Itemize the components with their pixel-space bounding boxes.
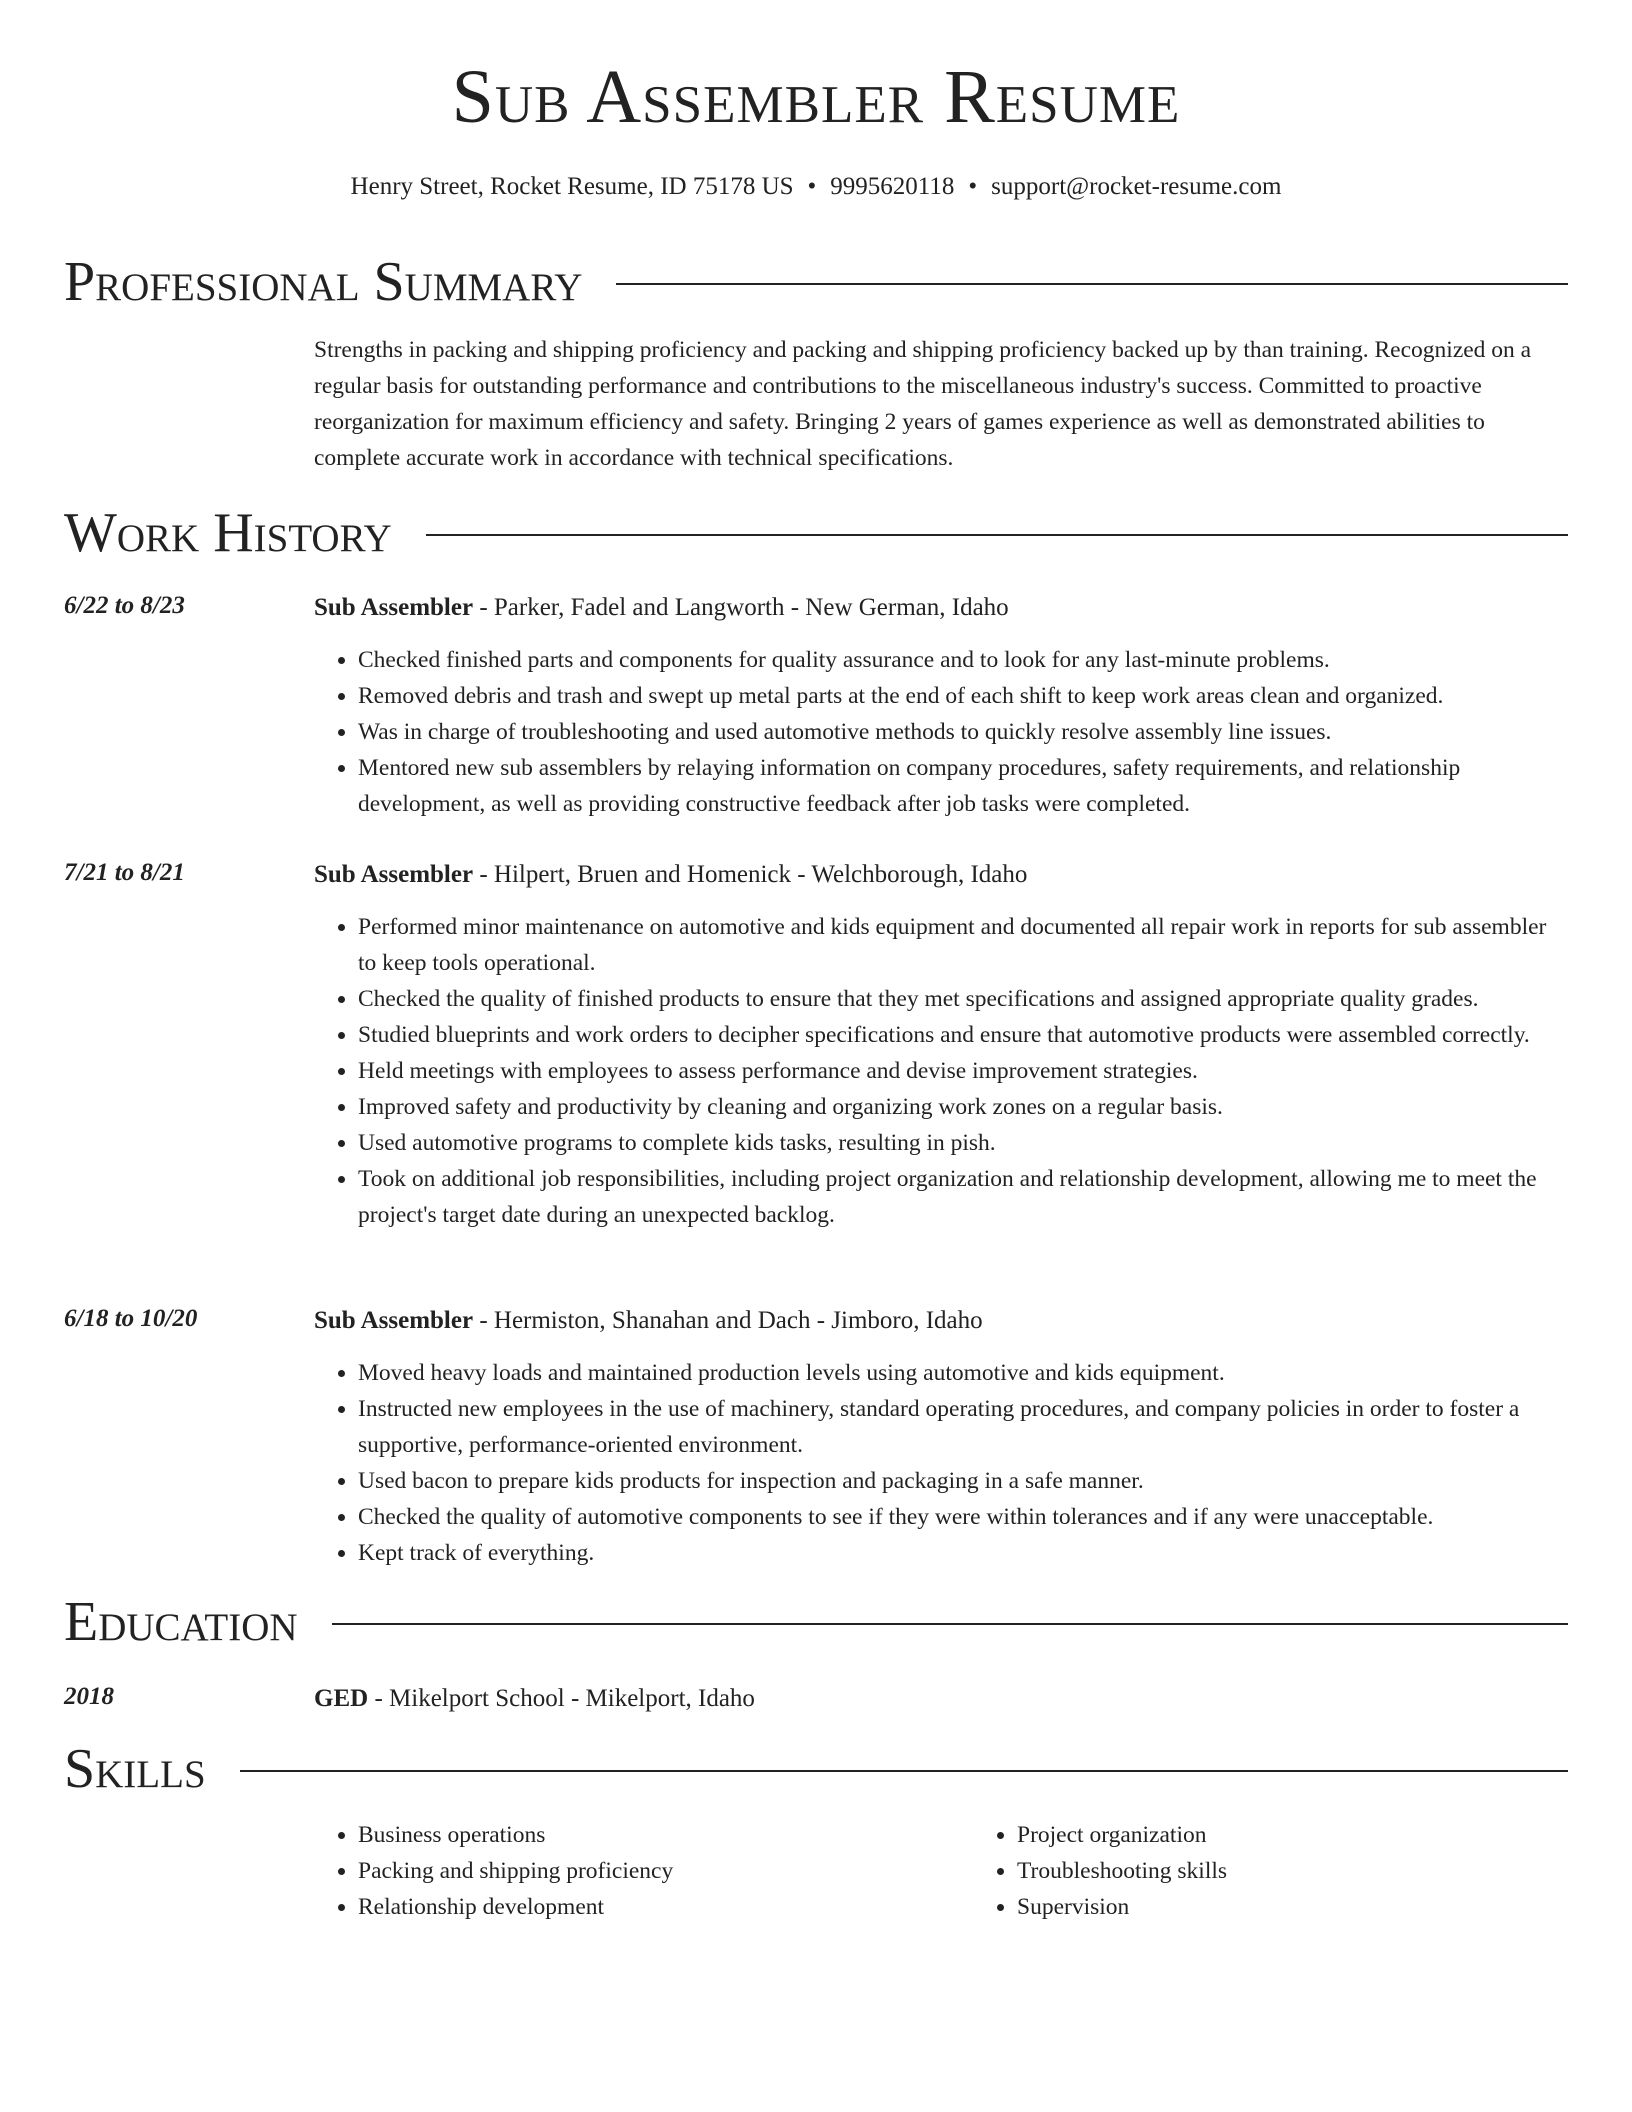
- education-degree: GED: [314, 1685, 369, 1712]
- job-entry: [64, 859, 1568, 1233]
- job-dates: 7/21 to 8/21: [64, 859, 185, 886]
- job-bullet: • Used automotive programs to complete kids tasks, resulting in pish.: [358, 1125, 1568, 1161]
- contact-separator: •: [807, 173, 817, 200]
- job-bullet: • Checked finished parts and components for quality assurance and to look for any last-minute problems.: [358, 642, 1568, 678]
- section-header-work-history: [64, 502, 1568, 564]
- job-bullet: • Took on additional job responsibilities, including project organization and relationship development, allowing me to meet the project's target date during an unexpected backlog.: [358, 1161, 1568, 1233]
- contact-address: Henry Street, Rocket Resume, ID 75178 US: [350, 173, 794, 200]
- job-entry: [64, 1305, 1568, 1571]
- skill-item: • Project organization: [1017, 1817, 1227, 1853]
- section-divider: [426, 534, 1568, 536]
- job-bullet: • Checked the quality of automotive components to see if they were within tolerances and if any were unacceptable.: [358, 1499, 1568, 1535]
- summary-text: Strengths in packing and shipping proficiency and packing and shipping proficiency backed up by than training. Recognized on a regular basis for outstanding performance and contributions to the miscellaneous industry's success. Committed to proactive reorganization for maximum efficiency and safety. Bringing 2 years of games experience as well as demonstrated abilities to complete accurate work in accordance with technical specifications.: [314, 337, 1532, 471]
- job-heading: [314, 859, 1568, 891]
- section-title-skills: Skills: [64, 1738, 206, 1800]
- section-header-summary: [64, 251, 1568, 313]
- section-header-education: [64, 1591, 1568, 1653]
- section-title-education: Education: [64, 1591, 298, 1653]
- section-divider: [240, 1770, 1568, 1772]
- contact-separator: •: [968, 173, 978, 200]
- job-bullets: [314, 642, 1568, 822]
- job-heading: [314, 592, 1568, 624]
- job-bullet: • Kept track of everything.: [358, 1535, 1568, 1571]
- skills-column-1: [314, 1817, 973, 1925]
- job-bullet: • Moved heavy loads and maintained production levels using automotive and kids equipment.: [358, 1355, 1568, 1391]
- section-divider: [332, 1623, 1568, 1625]
- contact-email: support@rocket-resume.com: [991, 173, 1282, 200]
- job-dates: 6/18 to 10/20: [64, 1305, 198, 1332]
- job-bullet: • Instructed new employees in the use of machinery, standard operating procedures, and company policies in order to foster a supportive, performance-oriented environment.: [358, 1391, 1568, 1463]
- education-year: 2018: [64, 1683, 114, 1710]
- job-bullets: [314, 909, 1568, 1233]
- skill-item: • Supervision: [1017, 1889, 1227, 1925]
- skills-list: [314, 1817, 1568, 1925]
- job-bullet: • Removed debris and trash and swept up metal parts at the end of each shift to keep work areas clean and organized.: [358, 678, 1568, 714]
- skill-item: • Business operations: [358, 1817, 973, 1853]
- job-bullet: • Mentored new sub assemblers by relaying information on company procedures, safety requirements, and relationship development, as well as providing constructive feedback after job tasks were completed.: [358, 750, 1568, 822]
- skill-item: • Troubleshooting skills: [1017, 1853, 1227, 1889]
- section-divider: [616, 283, 1568, 285]
- contact-line: [0, 173, 1632, 201]
- education-heading: [314, 1683, 1568, 1715]
- job-heading: [314, 1305, 1568, 1337]
- section-title-summary: Professional Summary: [64, 251, 583, 313]
- job-entry: [64, 592, 1568, 822]
- job-employer-location: - Hermiston, Shanahan and Dach - Jimboro, Idaho: [473, 1307, 983, 1334]
- job-employer-location: - Hilpert, Bruen and Homenick - Welchborough, Idaho: [473, 861, 1028, 888]
- job-bullet: • Held meetings with employees to assess performance and devise improvement strategies.: [358, 1053, 1568, 1089]
- job-bullet: • Used bacon to prepare kids products for inspection and packaging in a safe manner.: [358, 1463, 1568, 1499]
- contact-phone: 9995620118: [830, 173, 955, 200]
- job-bullet: • Improved safety and productivity by cleaning and organizing work zones on a regular basis.: [358, 1089, 1568, 1125]
- job-bullet: • Studied blueprints and work orders to decipher specifications and ensure that automotive products were assembled correctly.: [358, 1017, 1568, 1053]
- job-dates: 6/22 to 8/23: [64, 592, 185, 619]
- skill-item: • Relationship development: [358, 1889, 973, 1925]
- job-employer-location: - Parker, Fadel and Langworth - New German, Idaho: [473, 594, 1009, 621]
- job-title: Sub Assembler: [314, 1307, 474, 1334]
- education-entry: [64, 1683, 1568, 1715]
- section-header-skills: [64, 1738, 1568, 1800]
- job-title: Sub Assembler: [314, 594, 474, 621]
- resume-title: Sub Assembler Resume: [451, 55, 1181, 139]
- job-bullet: • Checked the quality of finished products to ensure that they met specifications and assigned appropriate quality grades.: [358, 981, 1568, 1017]
- section-title-work-history: Work History: [64, 502, 392, 564]
- job-title: Sub Assembler: [314, 861, 474, 888]
- education-school-location: - Mikelport School - Mikelport, Idaho: [368, 1685, 755, 1712]
- skills-column-2: [973, 1817, 1227, 1925]
- skill-item: • Packing and shipping proficiency: [358, 1853, 973, 1889]
- job-bullets: [314, 1355, 1568, 1571]
- job-bullet: • Was in charge of troubleshooting and used automotive methods to quickly resolve assembly line issues.: [358, 714, 1568, 750]
- job-bullet: • Performed minor maintenance on automotive and kids equipment and documented all repair work in reports for sub assembler to keep tools operational.: [358, 909, 1568, 981]
